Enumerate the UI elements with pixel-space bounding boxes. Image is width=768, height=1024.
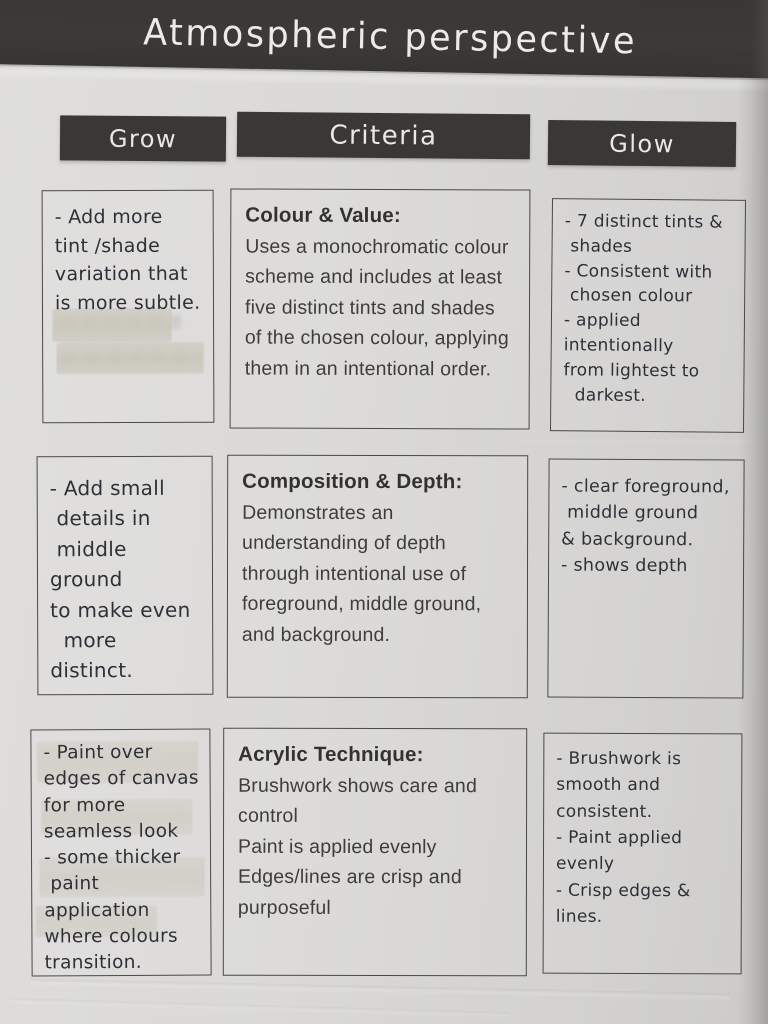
cell-row3-grow: [30, 729, 211, 977]
cell-row2-grow: [37, 456, 214, 696]
handwritten-note: - 7 distinct tints & shades - Consistent with chosen colour - applied intentionally from lightest to darkest.: [563, 211, 723, 406]
column-header-grow-label: Grow: [108, 124, 178, 153]
criteria-title: Composition & Depth:: [242, 469, 463, 494]
title-banner: [0, 0, 768, 79]
handwritten-note: - Brushwork is smooth and consistent. - Paint applied evenly - Crisp edges & lines.: [555, 748, 691, 927]
correction-tape-patch: [57, 343, 203, 374]
column-header-glow-label: Glow: [609, 129, 675, 158]
column-header-criteria-label: Criteria: [329, 120, 438, 151]
cell-row2-glow: [547, 458, 744, 698]
criteria-body: Demonstrates an understanding of depth through intentional use of foreground, middle ground, and background.: [241, 501, 482, 646]
cell-row3-glow: [543, 733, 743, 975]
paper-wrinkle: [10, 998, 510, 1019]
column-header-glow: [548, 120, 736, 167]
criteria-body: Uses a monochromatic colour scheme and includes at least five distinct tints and shades of the chosen colour, applying them in an intentional order.: [244, 235, 509, 381]
cell-row1-glow: [550, 198, 746, 433]
column-header-criteria: [237, 112, 530, 160]
handwritten-note: - Paint over edges of canvas for more seamless look - some thicker paint application where colours transition.: [43, 741, 199, 974]
criteria-body: Brushwork shows care and control Paint is applied evenly Edges/lines are crisp and purposeful: [237, 774, 478, 919]
page-title: Atmospheric perspective: [142, 12, 638, 63]
column-header-grow: [60, 115, 226, 161]
handwritten-note: - clear foreground, middle ground & background. - shows depth: [561, 476, 730, 576]
handwritten-note: - Add small details in middle ground to make even more distinct.: [49, 475, 191, 683]
cell-row1-criteria: [230, 188, 531, 429]
cell-row3-criteria: [223, 728, 527, 977]
criteria-title: Colour & Value:: [245, 203, 402, 228]
paper-wrinkle: [520, 436, 750, 446]
criteria-title: Acrylic Technique:: [238, 742, 424, 767]
cell-row1-grow: [42, 190, 215, 424]
handwritten-note: - Add more tint /shade variation that is more subtle.: [54, 205, 201, 314]
cell-row2-criteria: [227, 455, 528, 699]
